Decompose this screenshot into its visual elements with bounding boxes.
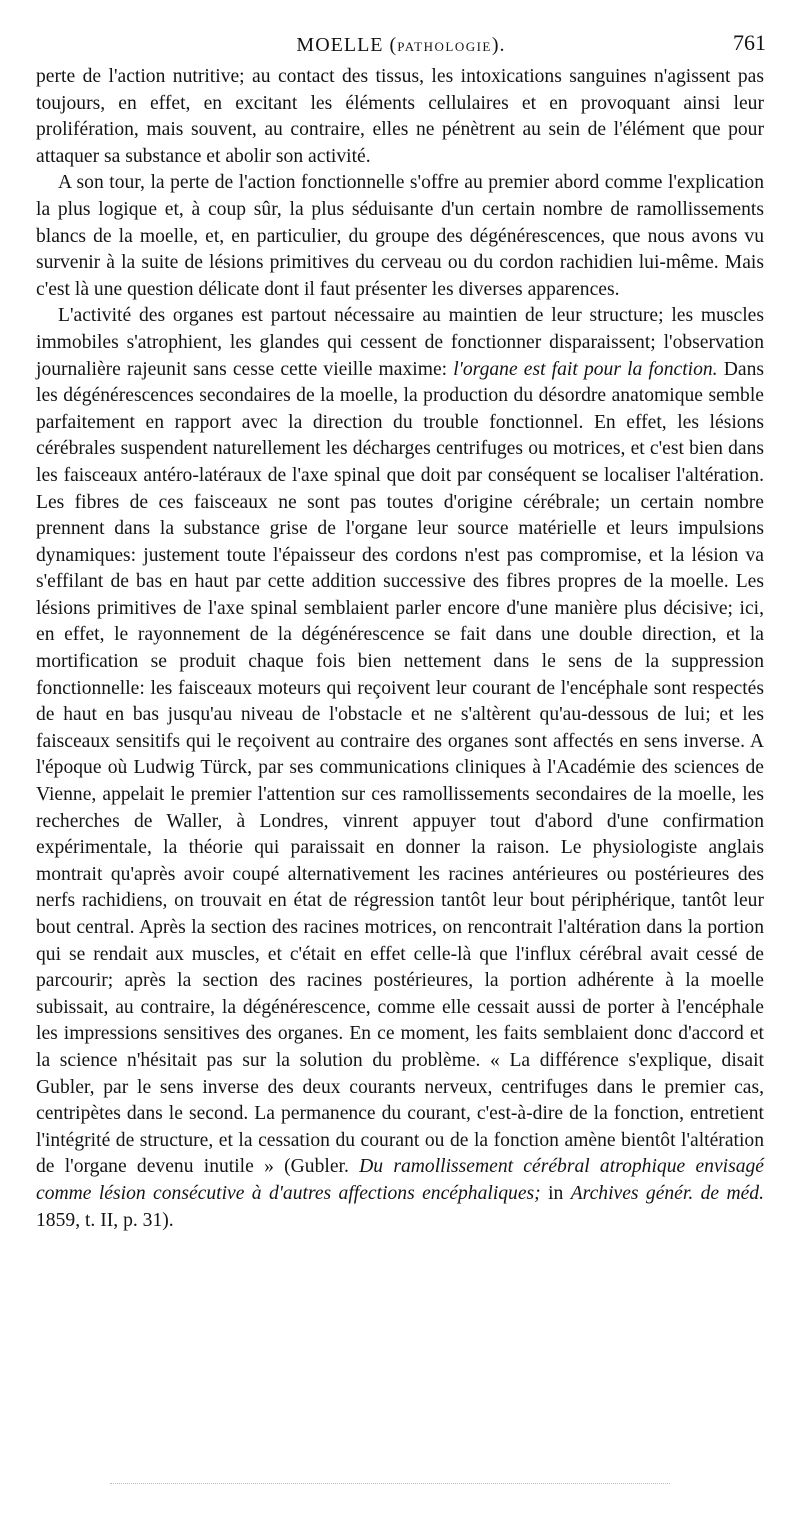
running-title-main: MOELLE ( [296, 34, 398, 56]
maxim-italic: l'organe est fait pour la fonction. [453, 358, 718, 380]
citation-reference: 1859, t. II, p. 31). [36, 1209, 174, 1231]
citation-title-italic: Du ramollissement cérébral atrophique envisagé comme lésion consécutive à d'autres affections encéphaliques; [36, 1156, 764, 1204]
running-head [36, 30, 766, 58]
citation-journal-italic: Archives génér. de méd. [570, 1182, 764, 1204]
paragraph-2: A son tour, la perte de l'action fonctionnelle s'offre au premier abord comme l'explication la plus logique et, à coup sûr, la plus séduisante d'un certain nombre de ramollissements blancs de la moelle, et, en particulier, du groupe des dégénérescences, que nous avons vu survenir à la suite de lésions primitives du cerveau ou du cordon rachidien lui-même. Mais c'est là une question délicate dont il faut présenter les diverses apparences. [36, 172, 764, 300]
citation-in: in [540, 1182, 571, 1204]
page-number: 761 [733, 30, 766, 55]
body-text [36, 64, 764, 1234]
paragraph-3-part-a: L'activité des organes est partout nécessaire au maintien de leur structure; les muscles immobiles s'atrophient, les glandes qui cessent de fonctionner disparaissent; l'observation journalière rajeunit sans cesse cette vieille maxime: [36, 305, 764, 380]
paragraph-3 [36, 303, 764, 1234]
running-title-subject: PATHOLOGIE [397, 39, 492, 54]
bottom-dotted-rule [110, 1483, 670, 1484]
running-title-end: ). [491, 34, 506, 56]
paragraph-3-part-b: Dans les dégénérescences secondaires de la moelle, la production du désordre anatomique semble parfaitement en rapport avec la direction du trouble fonctionnel. En effet, les lésions cérébrales suspendent naturellement les décharges centrifuges ou motrices, et c'est bien dans les faisceaux antéro-latéraux de l'axe spinal que doit par conséquent se localiser l'altération. Les fibres de ces faisceaux ne sont pas toutes d'origine cérébrale; un certain nombre prennent dans la substance grise de l'organe leur source matérielle et leurs impulsions dynamiques: justement toute l'épaisseur des cordons n'est pas compromise, et la lésion va s'effilant de bas en haut par cette addition successive des fibres propres de la moelle. Les lésions primitives de l'axe spinal semblaient parler encore d'une manière plus décisive; ici, en effet, le rayonnement de la dégénérescence se fait dans une double direction, et la mortification se produit chaque fois bien nettement dans le sens de la suppression fonctionnelle: les faisceaux moteurs qui reçoivent leur courant de l'encéphale sont respectés de haut en bas jusqu'au niveau de l'obstacle et ne s'altèrent qu'au-dessous de lui; et les faisceaux sensitifs qui le reçoivent au contraire des organes sont affectés en sens inverse. A l'époque où Ludwig Türck, par ses communications cliniques à l'Académie des sciences de Vienne, appelait le premier l'attention sur ces ramollissements secondaires de la moelle, les recherches de Waller, à Londres, vinrent appuyer tout d'abord d'une confirmation expérimentale, la théorie qui paraissait en donner la raison. Le physiologiste anglais montrait qu'après avoir coupé alternativement les racines antérieures ou postérieures des nerfs rachidiens, on trouvait en état de régression tantôt leur bout périphérique, tantôt leur bout central. Après la section des racines motrices, on rencontrait l'altération dans la portion qui se rendait aux muscles, et c'était en effet celle-là que l'influx cérébral avait cessé de parcourir; après la section des racines postérieures, la portion adhérente à la moelle subissait, au contraire, la dégénérescence, comme elle cessait aussi de porter à l'encéphale les impressions sensitives des organes. En ce moment, les faits semblaient donc d'accord et la science n'hésitait pas sur la solution du problème. « La différence s'explique, disait Gubler, par le sens inverse des deux courants nerveux, centrifuges dans le premier cas, centripètes dans le second. La permanence du courant, c'est-à-dire de la fonction, entretient l'intégrité de structure, et la cessation du courant ou de la fonction amène bientôt l'altération de l'organe devenu inutile » (Gubler. [36, 358, 764, 1178]
running-title [36, 34, 766, 57]
paragraph-1: perte de l'action nutritive; au contact des tissus, les intoxications sanguines n'agissent pas toujours, en effet, en excitant les éléments cellulaires et en provoquant ainsi leur prolifération, mais souvent, au contraire, elles ne pénètrent au sein de l'élément que pour attaquer sa substance et abolir son activité. [36, 66, 764, 167]
